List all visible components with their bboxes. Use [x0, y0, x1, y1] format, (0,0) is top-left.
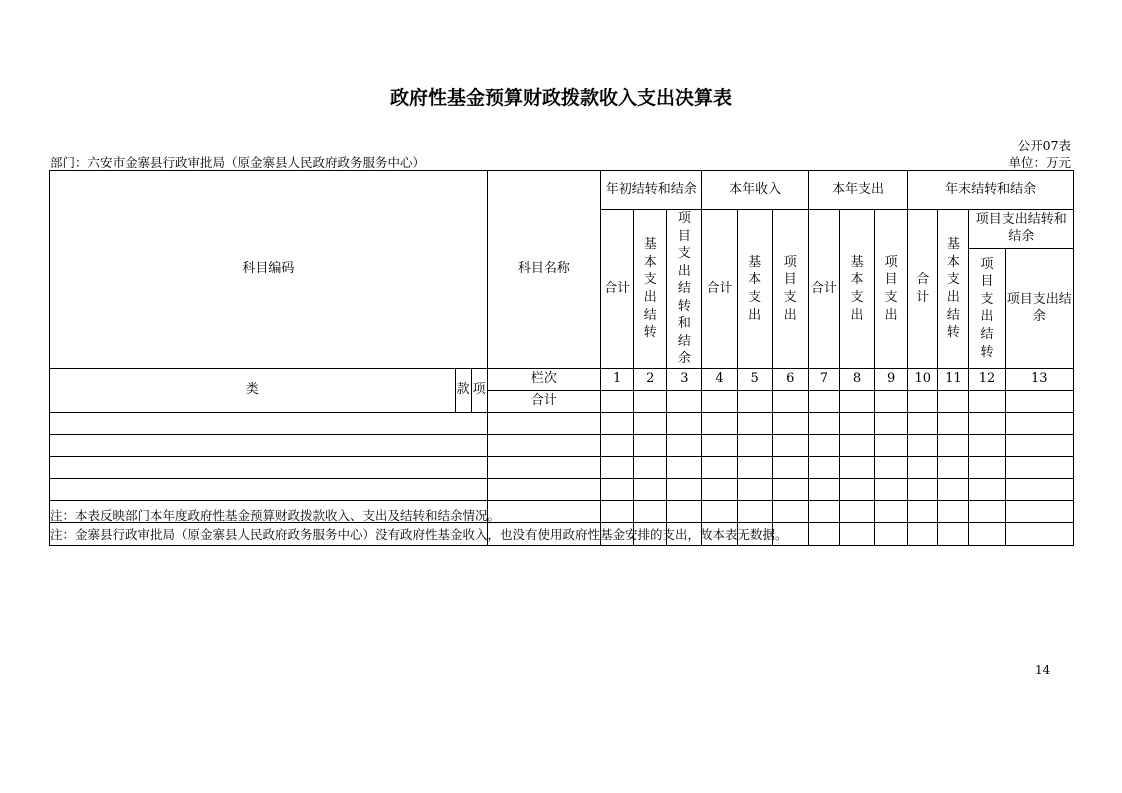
table-row [50, 479, 1074, 501]
column-number: 9 [875, 369, 908, 391]
department-label: 部门：六安市金寨县行政审批局（原金寨县人民政府政务服务中心） [50, 155, 426, 170]
header-end-basic-carry: 基本支出结转 [938, 210, 969, 369]
column-number: 5 [737, 369, 772, 391]
page-title: 政府性基金预算财政拨款收入支出决算表 [389, 87, 732, 109]
header-income-project: 项目支出 [772, 210, 808, 369]
note-1: 注：本表反映部门本年度政府性基金预算财政拨款收入、支出及结转和结余情况。 [50, 508, 501, 523]
budget-table [49, 170, 1074, 546]
header-column-no: 栏次 [487, 369, 600, 391]
header-subject-code: 科目编码 [50, 171, 488, 369]
column-number: 3 [667, 369, 702, 391]
header-subject-name: 科目名称 [487, 171, 600, 369]
column-number: 8 [839, 369, 874, 391]
header-income: 本年收入 [702, 171, 808, 210]
column-number: 11 [938, 369, 969, 391]
header-begin-project-carry-balance: 项目支出结转和结余 [667, 210, 702, 369]
note-2: 注：金寨县行政审批局（原金寨县人民政府政务服务中心）没有政府性基金收入，也没有使用政府性基金安排的支出，故本表无数据。 [50, 527, 788, 542]
header-end-project-balance: 项目支出结余 [1005, 249, 1073, 369]
form-number: 公开07表 [1017, 138, 1071, 153]
table-row [50, 457, 1074, 479]
header-end-balance: 年末结转和结余 [908, 171, 1074, 210]
header-section: 款 [455, 369, 471, 413]
column-number: 10 [908, 369, 938, 391]
header-end-project-carry-balance: 项目支出结转和结余 [969, 210, 1074, 249]
header-item: 项 [471, 369, 487, 413]
unit-label: 单位：万元 [1008, 155, 1071, 170]
page-number: 14 [1035, 663, 1051, 677]
column-number: 13 [1005, 369, 1073, 391]
header-begin-basic-carry: 基本支出结转 [634, 210, 667, 369]
column-number: 6 [772, 369, 808, 391]
header-expense-basic: 基本支出 [839, 210, 874, 369]
header-begin-total: 合计 [601, 210, 634, 369]
header-expense: 本年支出 [808, 171, 907, 210]
table-row [50, 413, 1074, 435]
header-category: 类 [50, 369, 456, 413]
header-end-total: 合计 [908, 210, 938, 369]
header-begin-balance: 年初结转和结余 [601, 171, 702, 210]
column-number: 12 [969, 369, 1005, 391]
header-expense-total: 合计 [808, 210, 839, 369]
header-income-total: 合计 [702, 210, 737, 369]
header-expense-project: 项目支出 [875, 210, 908, 369]
column-number: 2 [634, 369, 667, 391]
column-number: 4 [702, 369, 737, 391]
total-row-label: 合计 [487, 391, 600, 413]
column-number: 7 [808, 369, 839, 391]
table-row [50, 435, 1074, 457]
column-number: 1 [601, 369, 634, 391]
header-end-project-carry: 项目支出结转 [969, 249, 1005, 369]
header-income-basic: 基本支出 [737, 210, 772, 369]
